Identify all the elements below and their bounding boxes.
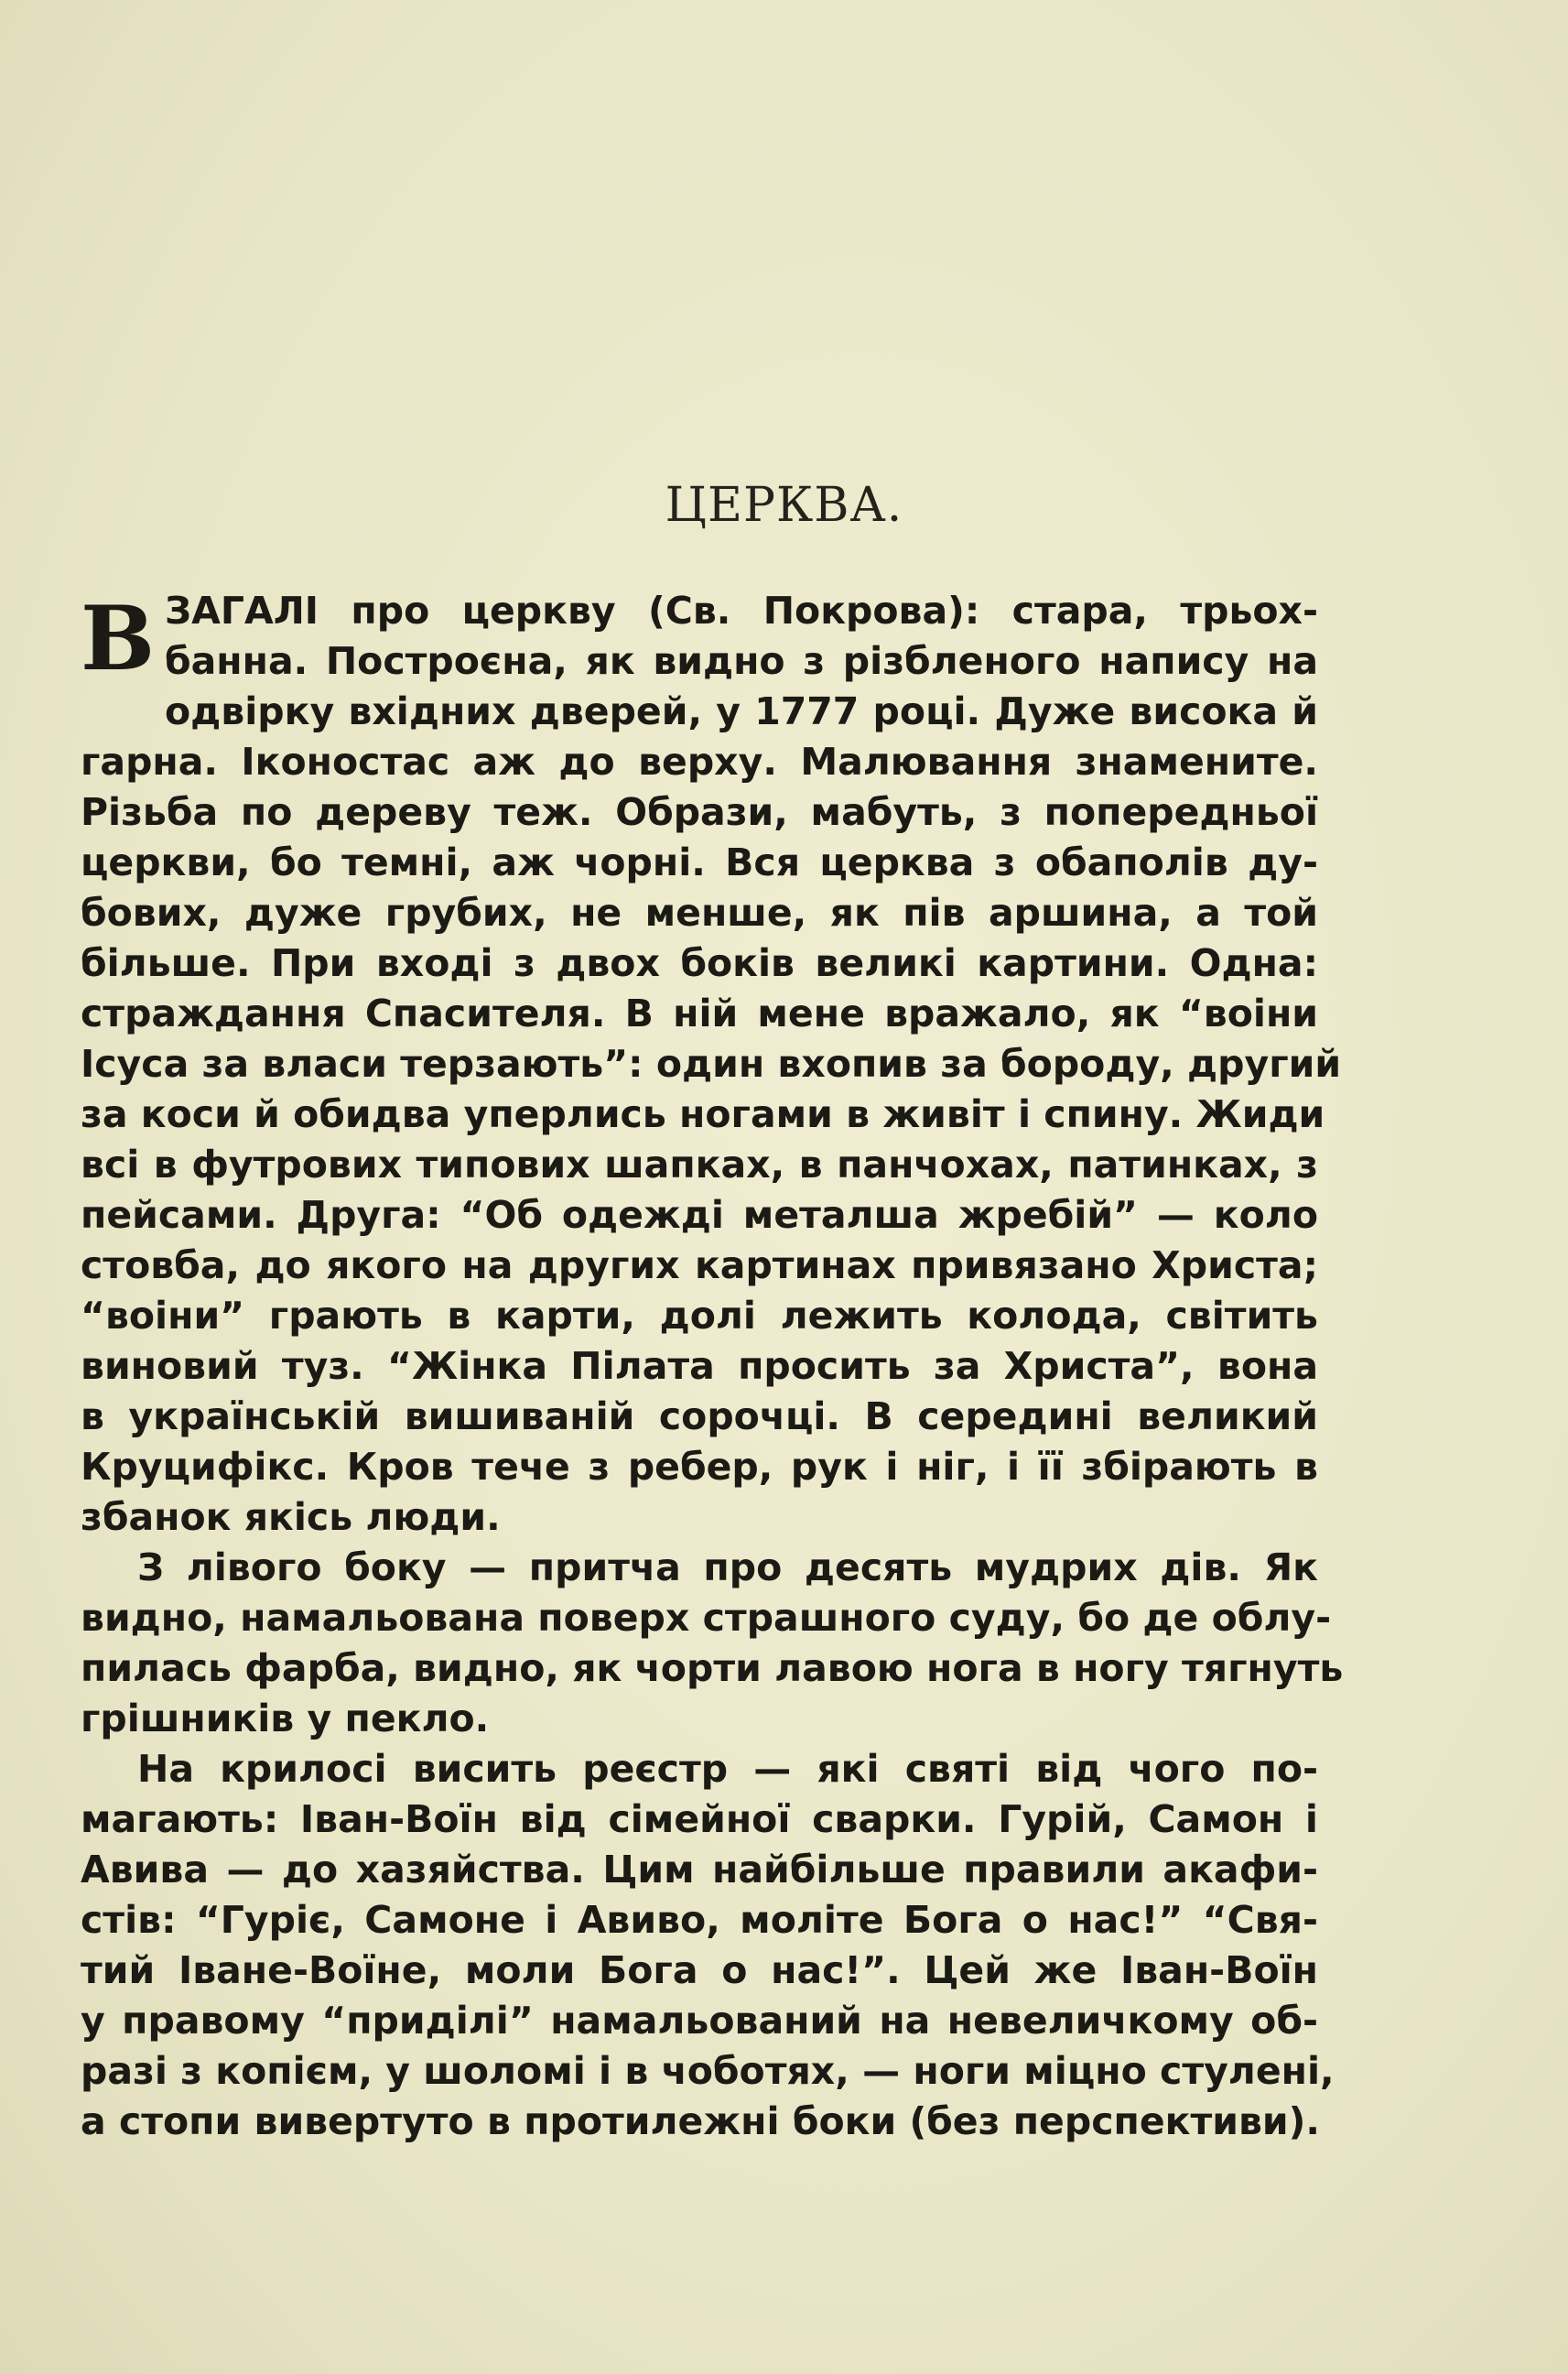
text-line: “воіни” грають в карти, долі лежить колода, світить bbox=[81, 1294, 1318, 1338]
text-line: банна. Построєна, як видно з різбленого напису на bbox=[165, 639, 1318, 683]
text-line: пейсами. Друга: “Об одежді металша жребій” — коло bbox=[81, 1193, 1318, 1237]
text-line: З лівого боку — притча про десять мудрих дів. Як bbox=[137, 1545, 1318, 1589]
text-line: Круцифікс. Кров тече з ребер, рук і ніг, і її збірають в bbox=[81, 1445, 1318, 1489]
text-line: гарна. Іконостас аж до верху. Малювання знамените. bbox=[81, 740, 1318, 784]
text-line: тий Іване-Воїне, моли Бога о нас!”. Цей же Іван-Воїн bbox=[81, 1948, 1318, 1992]
drop-cap: В bbox=[81, 587, 156, 690]
text-line: Авива — до хазяйства. Цим найбільше правили акафи- bbox=[81, 1848, 1318, 1892]
text-line: пилась фарба, видно, як чорти лавою нога в ногу тягнуть bbox=[81, 1646, 1344, 1690]
text-line: а стопи вивертуто в протилежні боки (без перспективи). bbox=[81, 2099, 1320, 2143]
text-line: церкви, бо темні, аж чорні. Вся церква з обаполів ду- bbox=[81, 840, 1318, 884]
text-line: виновий туз. “Жінка Пілата просить за Христа”, вона bbox=[81, 1344, 1318, 1388]
text-line: збанок якісь люди. bbox=[81, 1495, 501, 1539]
body-text bbox=[81, 586, 1344, 2147]
text-line: страждання Спасителя. В ній мене вражало, як “воіни bbox=[81, 992, 1318, 1035]
text-line: в українській вишиваній сорочці. В середині великий bbox=[81, 1394, 1318, 1438]
paragraph-1 bbox=[81, 586, 1342, 1543]
text-line: стів: “Гуріє, Самоне і Авиво, моліте Бога о нас!” “Свя- bbox=[81, 1898, 1318, 1942]
text-line: всі в футрових типових шапках, в панчохах, патинках, з bbox=[81, 1143, 1318, 1187]
text-line: видно, намальована поверх страшного суду, бо де облу- bbox=[81, 1596, 1332, 1640]
text-line: грішників у пекло. bbox=[81, 1696, 490, 1740]
text-line: бових, дуже грубих, не менше, як пів аршина, а той bbox=[81, 891, 1318, 935]
chapter-title: ЦЕРКВА. bbox=[665, 478, 903, 533]
text-line: за коси й обидва уперлись ногами в живіт і спину. Жиди bbox=[81, 1092, 1325, 1136]
text-line: магають: Іван-Воїн від сімейної сварки. Гурій, Самон і bbox=[81, 1797, 1318, 1841]
paragraph-2 bbox=[81, 1543, 1344, 1744]
text-line: Ісуса за власи терзають”: один вхопив за бороду, другий bbox=[81, 1042, 1342, 1086]
text-line: стовба, до якого на других картинах привязано Христа; bbox=[81, 1243, 1318, 1287]
paragraph-3 bbox=[81, 1744, 1335, 2147]
text-line: одвірку вхідних дверей, у 1777 році. Дуже висока й bbox=[165, 689, 1318, 733]
text-line: Різьба по дереву теж. Образи, мабуть, з попередньої bbox=[81, 790, 1318, 834]
text-line: у правому “приділі” намальований на невеличкому об- bbox=[81, 1999, 1318, 2043]
text-line: ЗАГАЛІ про церкву (Св. Покрова): стара, трьох- bbox=[165, 589, 1318, 633]
text-line: разі з копієм, у шоломі і в чоботях, — ноги міцно стулені, bbox=[81, 2049, 1335, 2093]
text-line: більше. При вході з двох боків великі картини. Одна: bbox=[81, 941, 1318, 985]
text-line: На крилосі висить реєстр — які святі від чого по- bbox=[137, 1747, 1318, 1791]
